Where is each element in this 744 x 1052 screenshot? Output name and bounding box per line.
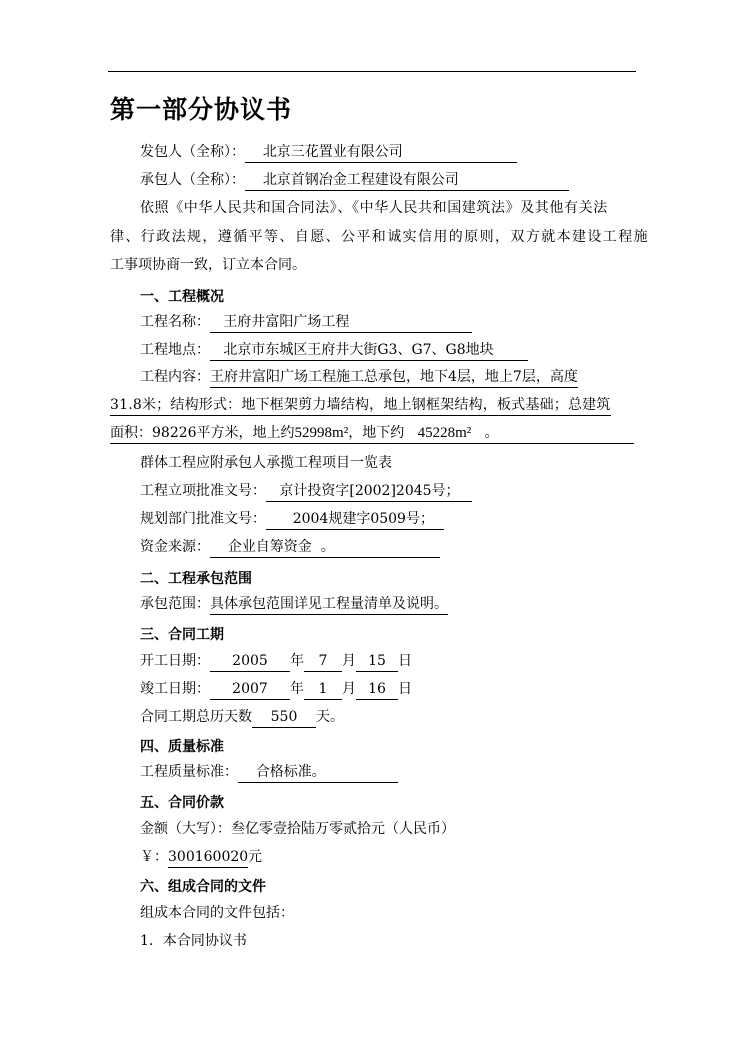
scope-label: 承包范围：	[140, 596, 210, 612]
project-content-line-2: 31.8米；结构形式：地下框架剪力墙结构，地上钢框架结构，板式基础；总建筑	[110, 396, 611, 416]
project-content-line-1: 王府井富阳广场工程施工总承包，地下4层，地上7层，高度	[210, 368, 578, 388]
end-day: 16	[356, 680, 398, 700]
section-heading-documents: 六、组成合同的文件	[140, 879, 266, 895]
area-below-ground: 45228m²	[417, 425, 472, 441]
total-days-row: 合同工期总历天数 550 天。	[140, 708, 344, 728]
start-day: 15	[356, 652, 398, 672]
project-name-label: 工程名称：	[140, 314, 210, 330]
section-heading-quality: 四、质量标准	[140, 739, 224, 755]
employer-row	[140, 143, 517, 163]
funding-row	[140, 538, 440, 558]
preamble-line-1: 依照《中华人民共和国合同法》、《中华人民共和国建筑法》及其他有关法	[140, 200, 608, 216]
end-year: 2007	[210, 680, 290, 700]
quality-label: 工程质量标准：	[140, 764, 238, 780]
section-heading-scope: 二、工程承包范围	[140, 571, 252, 587]
start-year: 2005	[210, 652, 290, 672]
project-content-row	[140, 368, 578, 388]
total-days-label: 合同工期总历天数	[140, 709, 252, 725]
quality-value: 合格标准。	[238, 763, 398, 783]
area-above-ground: 52998m²	[294, 425, 349, 441]
project-content-label: 工程内容：	[140, 369, 210, 385]
top-rule	[108, 71, 636, 72]
preamble-line-3: 工事项协商一致，订立本合同。	[110, 257, 306, 273]
group-project-note: 群体工程应附承包人承揽工程项目一览表	[140, 455, 392, 471]
total-days-value: 550	[252, 708, 316, 728]
approval-row	[140, 482, 472, 502]
contractor-label: 承包人（全称）：	[140, 172, 245, 188]
funding-value: 企业自筹资金 。	[210, 538, 440, 558]
amount-value: 300160020	[168, 848, 248, 868]
project-location-row	[140, 341, 528, 361]
project-name-row	[140, 313, 472, 333]
documents-item-1: 1．本合同协议书	[140, 933, 247, 949]
employer-value: 北京三花置业有限公司	[245, 143, 517, 163]
section-heading-overview: 一、工程概况	[140, 289, 224, 305]
employer-label: 发包人（全称）：	[140, 144, 245, 160]
project-location-value: 北京市东城区王府井大街G3、G7、G8地块	[210, 341, 528, 361]
contractor-row	[140, 171, 569, 191]
scope-value: 具体承包范围详见工程量清单及说明。	[210, 595, 448, 615]
planning-label: 规划部门批准文号：	[140, 511, 266, 527]
page-title: 第一部分协议书	[110, 95, 293, 124]
start-date-row: 开工日期： 2005 年 7 月 15 日	[140, 652, 412, 672]
approval-label: 工程立项批准文号：	[140, 483, 266, 499]
approval-value: 京计投资字[2002]2045号；	[266, 482, 472, 502]
start-date-label: 开工日期：	[140, 653, 210, 669]
planning-value: 2004规建字0509号；	[266, 510, 444, 530]
end-date-row: 竣工日期： 2007 年 1 月 16 日	[140, 680, 412, 700]
preamble-line-2: 律、行政法规，遵循平等、自愿、公平和诚实信用的原则，双方就本建设工程施	[110, 229, 649, 245]
project-name-value: 王府井富阳广场工程	[210, 313, 472, 333]
end-month: 1	[304, 680, 342, 700]
amount-label: ￥：	[140, 849, 168, 865]
end-date-label: 竣工日期：	[140, 681, 210, 697]
documents-intro: 组成本合同的文件包括：	[140, 905, 294, 921]
project-location-label: 工程地点：	[140, 342, 210, 358]
amount-row: ￥：300160020元	[140, 848, 262, 868]
scope-row	[140, 595, 448, 615]
quality-row	[140, 763, 398, 783]
funding-label: 资金来源：	[140, 539, 210, 555]
amount-words: 金额（大写）：叁亿零壹拾陆万零贰拾元（人民币）	[140, 821, 455, 837]
planning-row	[140, 510, 444, 530]
contractor-value: 北京首钢冶金工程建设有限公司	[245, 171, 569, 191]
start-month: 7	[304, 652, 342, 672]
section-heading-price: 五、合同价款	[140, 795, 224, 811]
project-content-line-3	[110, 424, 634, 444]
project-area-value: 面积：98226平方米，地上约52998m²，地下约 45228m² 。	[110, 424, 634, 444]
section-heading-period: 三、合同工期	[140, 627, 224, 643]
